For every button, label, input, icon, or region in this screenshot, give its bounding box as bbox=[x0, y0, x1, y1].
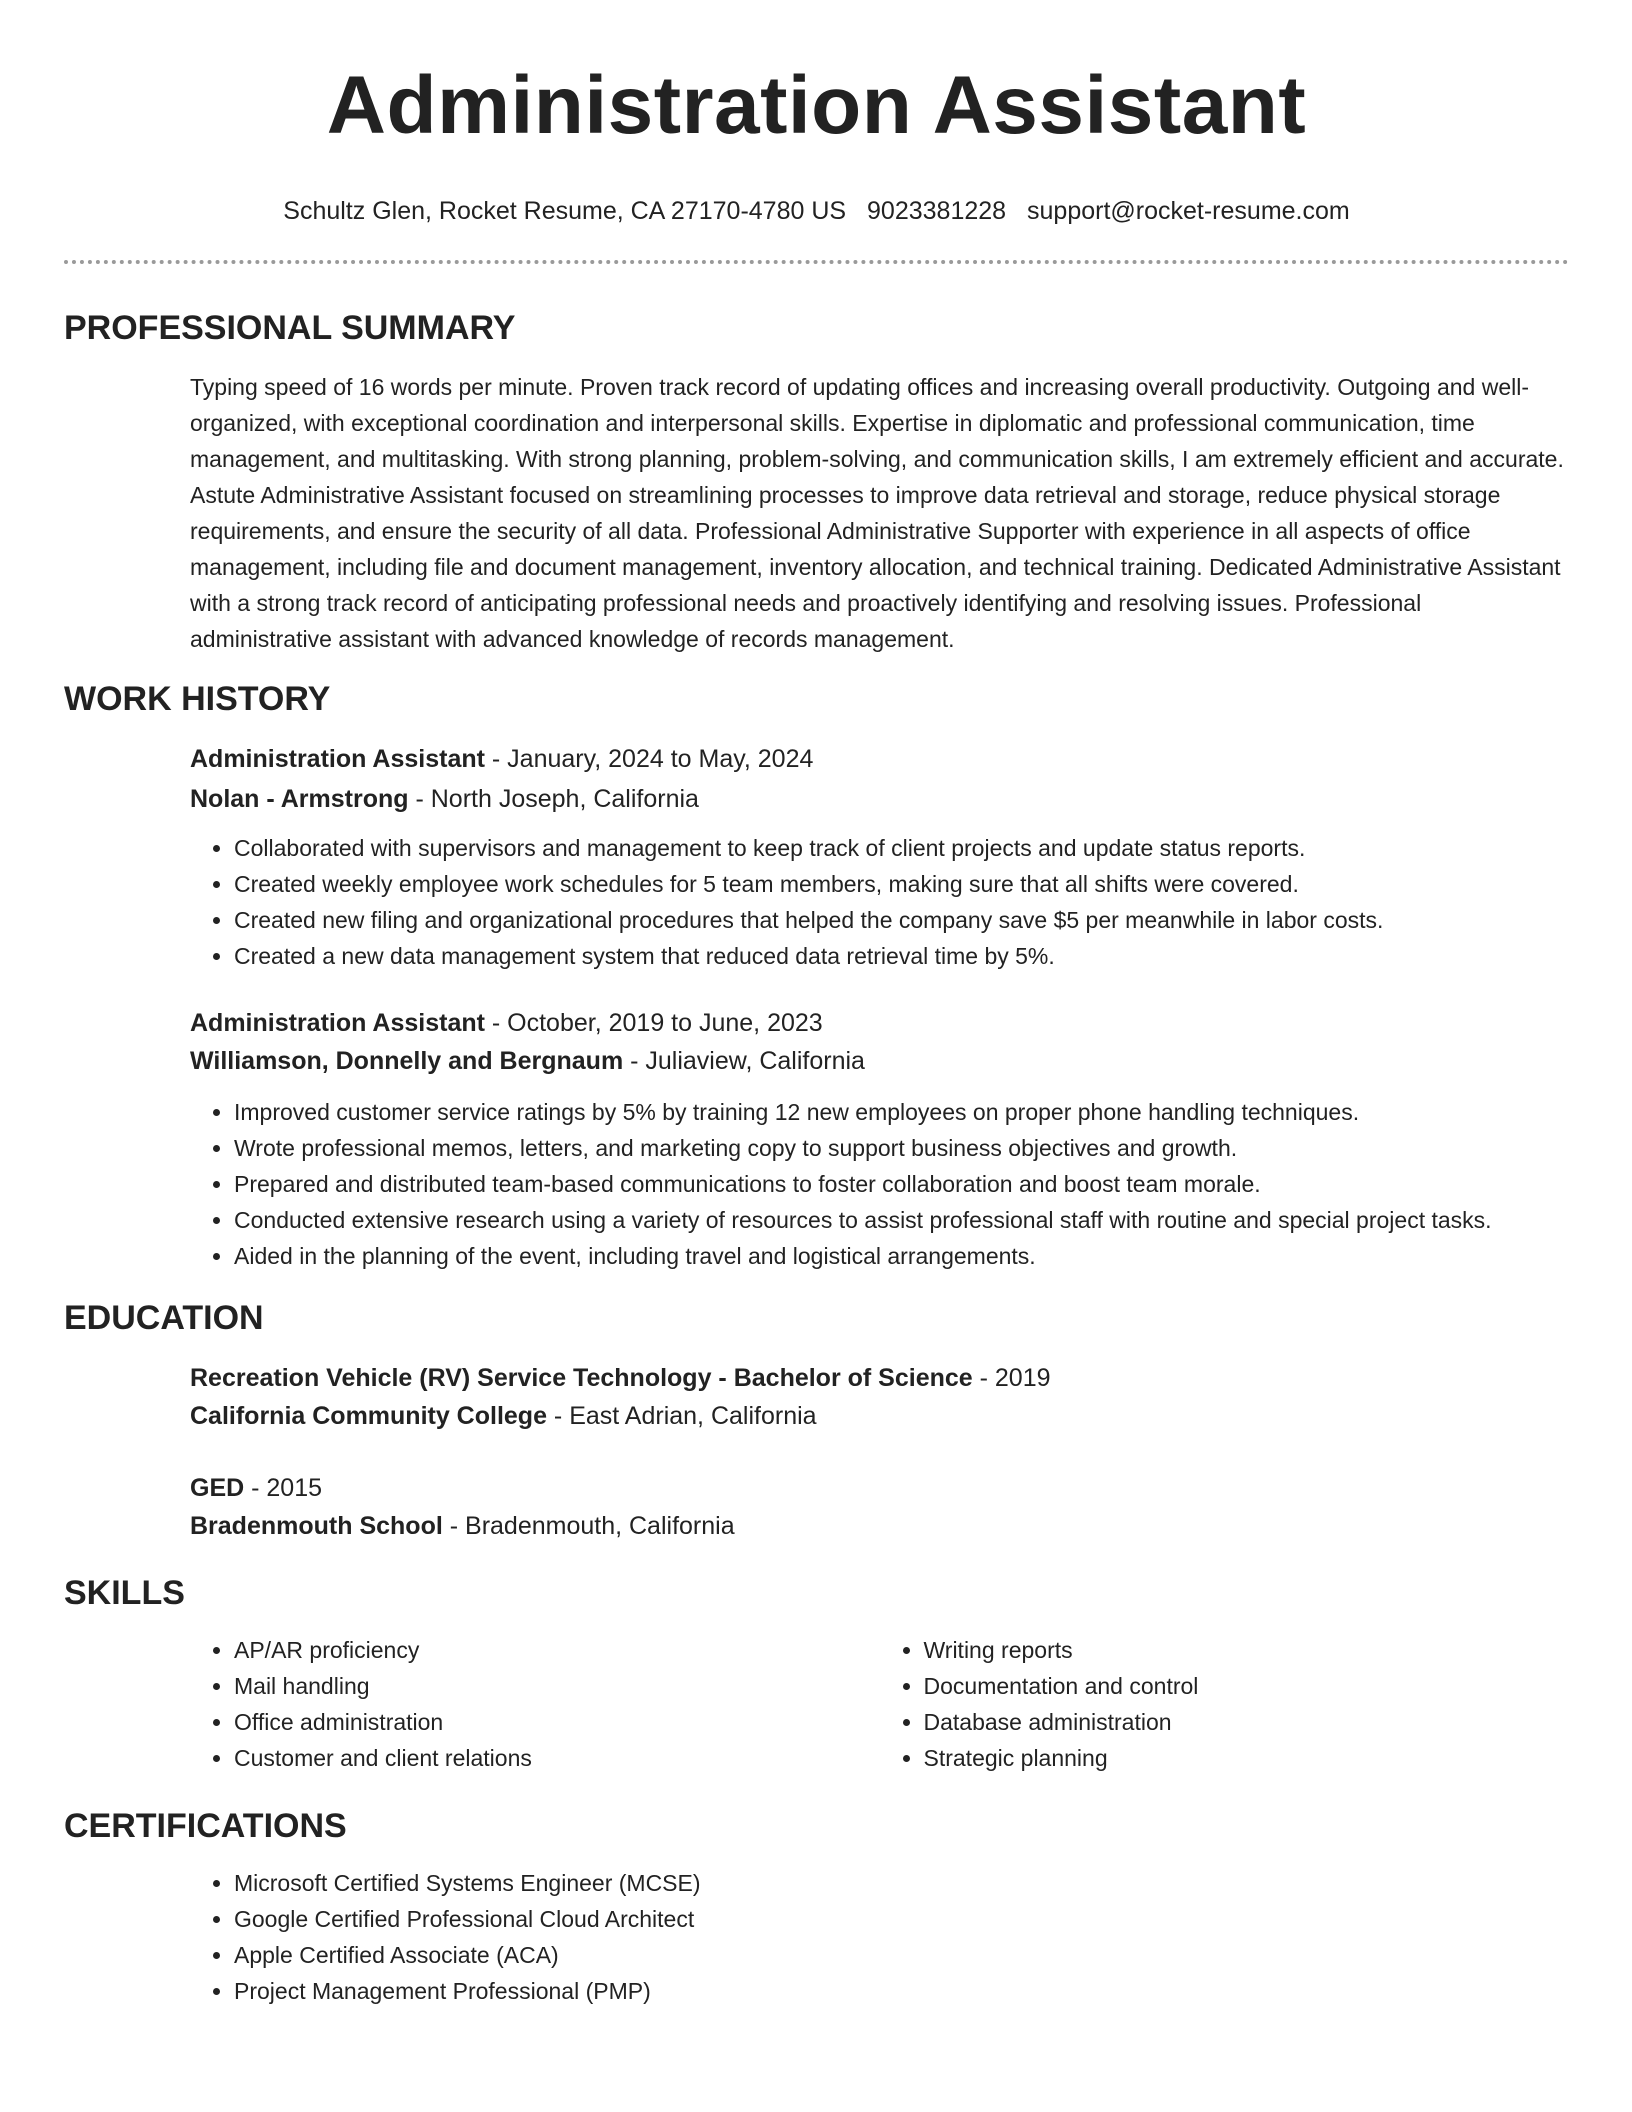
degree-line bbox=[190, 1359, 1569, 1397]
job-dates: - January, 2024 to May, 2024 bbox=[484, 745, 814, 773]
resume-name: Administration Assistant bbox=[326, 60, 1307, 151]
header-divider bbox=[64, 260, 1569, 264]
list-item: • Improved customer service ratings by 5% by training 12 new employees on proper phone handling techniques. bbox=[234, 1094, 1569, 1130]
contact-email: support@rocket-resume.com bbox=[1027, 197, 1350, 225]
job-entry bbox=[190, 1004, 1569, 1274]
school-location: - East Adrian, California bbox=[546, 1402, 817, 1430]
job-entry bbox=[190, 740, 1569, 974]
contact-phone: 9023381228 bbox=[867, 197, 1007, 225]
school-name: California Community College bbox=[190, 1402, 547, 1430]
summary-section bbox=[64, 308, 1569, 657]
job-company: Williamson, Donnelly and Bergnaum bbox=[190, 1047, 624, 1075]
skills-heading: SKILLS bbox=[64, 1574, 185, 1612]
skills-list-left bbox=[190, 1632, 880, 1776]
list-item: • Writing reports bbox=[924, 1632, 1570, 1668]
school-line bbox=[190, 1397, 1569, 1435]
list-item: • Google Certified Professional Cloud Architect bbox=[234, 1901, 1569, 1937]
work-section bbox=[64, 679, 1569, 1274]
list-item: • Created a new data management system that reduced data retrieval time by 5%. bbox=[234, 938, 1569, 974]
education-entry bbox=[190, 1469, 1569, 1545]
job-company-line bbox=[190, 780, 1569, 818]
job-company: Nolan - Armstrong bbox=[190, 785, 409, 813]
school-line bbox=[190, 1507, 1569, 1545]
job-title-line bbox=[190, 740, 1569, 778]
job-location: - North Joseph, California bbox=[408, 785, 699, 813]
work-heading: WORK HISTORY bbox=[64, 680, 331, 718]
degree-line bbox=[190, 1469, 1569, 1507]
list-item: • Wrote professional memos, letters, and marketing copy to support business objectives and growth. bbox=[234, 1130, 1569, 1166]
list-item: • AP/AR proficiency bbox=[234, 1632, 880, 1668]
job-role: Administration Assistant bbox=[190, 1009, 485, 1037]
certifications-list bbox=[190, 1865, 1569, 2009]
list-item: • Collaborated with supervisors and management to keep track of client projects and update status reports. bbox=[234, 830, 1569, 866]
list-item: • Documentation and control bbox=[924, 1668, 1570, 1704]
school-name: Bradenmouth School bbox=[190, 1512, 443, 1540]
list-item: • Microsoft Certified Systems Engineer (MCSE) bbox=[234, 1865, 1569, 1901]
education-heading: EDUCATION bbox=[64, 1299, 264, 1337]
contact-line bbox=[64, 196, 1569, 226]
list-item: • Mail handling bbox=[234, 1668, 880, 1704]
degree-year: - 2015 bbox=[244, 1474, 323, 1502]
resume-page bbox=[64, 0, 1569, 2009]
list-item: • Prepared and distributed team-based communications to foster collaboration and boost team morale. bbox=[234, 1166, 1569, 1202]
degree-year: - 2019 bbox=[972, 1364, 1051, 1392]
job-bullets bbox=[190, 830, 1569, 974]
school-location: - Bradenmouth, California bbox=[442, 1512, 735, 1540]
skills-list-right bbox=[880, 1632, 1570, 1776]
summary-heading: PROFESSIONAL SUMMARY bbox=[64, 309, 516, 347]
list-item: • Strategic planning bbox=[924, 1740, 1570, 1776]
list-item: • Aided in the planning of the event, including travel and logistical arrangements. bbox=[234, 1238, 1569, 1274]
skills-section bbox=[64, 1573, 1569, 1776]
list-item: • Conducted extensive research using a variety of resources to assist professional staff with routine and special project tasks. bbox=[234, 1202, 1569, 1238]
list-item: • Database administration bbox=[924, 1704, 1570, 1740]
certifications-heading: CERTIFICATIONS bbox=[64, 1807, 347, 1845]
education-entry bbox=[190, 1359, 1569, 1435]
list-item: • Customer and client relations bbox=[234, 1740, 880, 1776]
job-dates: - October, 2019 to June, 2023 bbox=[484, 1009, 823, 1037]
list-item: • Created new filing and organizational procedures that helped the company save $5 per meanwhile in labor costs. bbox=[234, 902, 1569, 938]
job-bullets bbox=[190, 1094, 1569, 1274]
summary-text: Typing speed of 16 words per minute. Proven track record of updating offices and increasing overall productivity. Outgoing and well-organized, with exceptional coordination and interpersonal skills. Expertise in diplomatic and professional communication, time management, and multitasking. With strong planning, problem-solving, and communication skills, I am extremely efficient and accurate. Astute Administrative Assistant focused on streamlining processes to improve data retrieval and storage, reduce physical storage requirements, and ensure the security of all data. Professional Administrative Supporter with experience in all aspects of office management, including file and document management, inventory allocation, and technical training. Dedicated Administrative Assistant with a strong track record of anticipating professional needs and proactively identifying and resolving issues. Professional administrative assistant with advanced knowledge of records management. bbox=[190, 374, 1564, 652]
contact-address: Schultz Glen, Rocket Resume, CA 27170-4780 US bbox=[283, 197, 847, 225]
degree-name: Recreation Vehicle (RV) Service Technology - Bachelor of Science bbox=[190, 1364, 973, 1392]
degree-name: GED bbox=[190, 1474, 245, 1502]
list-item: • Project Management Professional (PMP) bbox=[234, 1973, 1569, 2009]
job-company-line bbox=[190, 1042, 1569, 1080]
job-title-line bbox=[190, 1004, 1569, 1042]
list-item: • Apple Certified Associate (ACA) bbox=[234, 1937, 1569, 1973]
education-section bbox=[64, 1298, 1569, 1545]
certifications-block bbox=[190, 1865, 1569, 2009]
job-role: Administration Assistant bbox=[190, 745, 485, 773]
certifications-section bbox=[64, 1806, 1569, 2009]
skills-grid bbox=[190, 1632, 1569, 1776]
list-item: • Office administration bbox=[234, 1704, 880, 1740]
list-item: • Created weekly employee work schedules for 5 team members, making sure that all shifts were covered. bbox=[234, 866, 1569, 902]
job-location: - Juliaview, California bbox=[623, 1047, 865, 1075]
